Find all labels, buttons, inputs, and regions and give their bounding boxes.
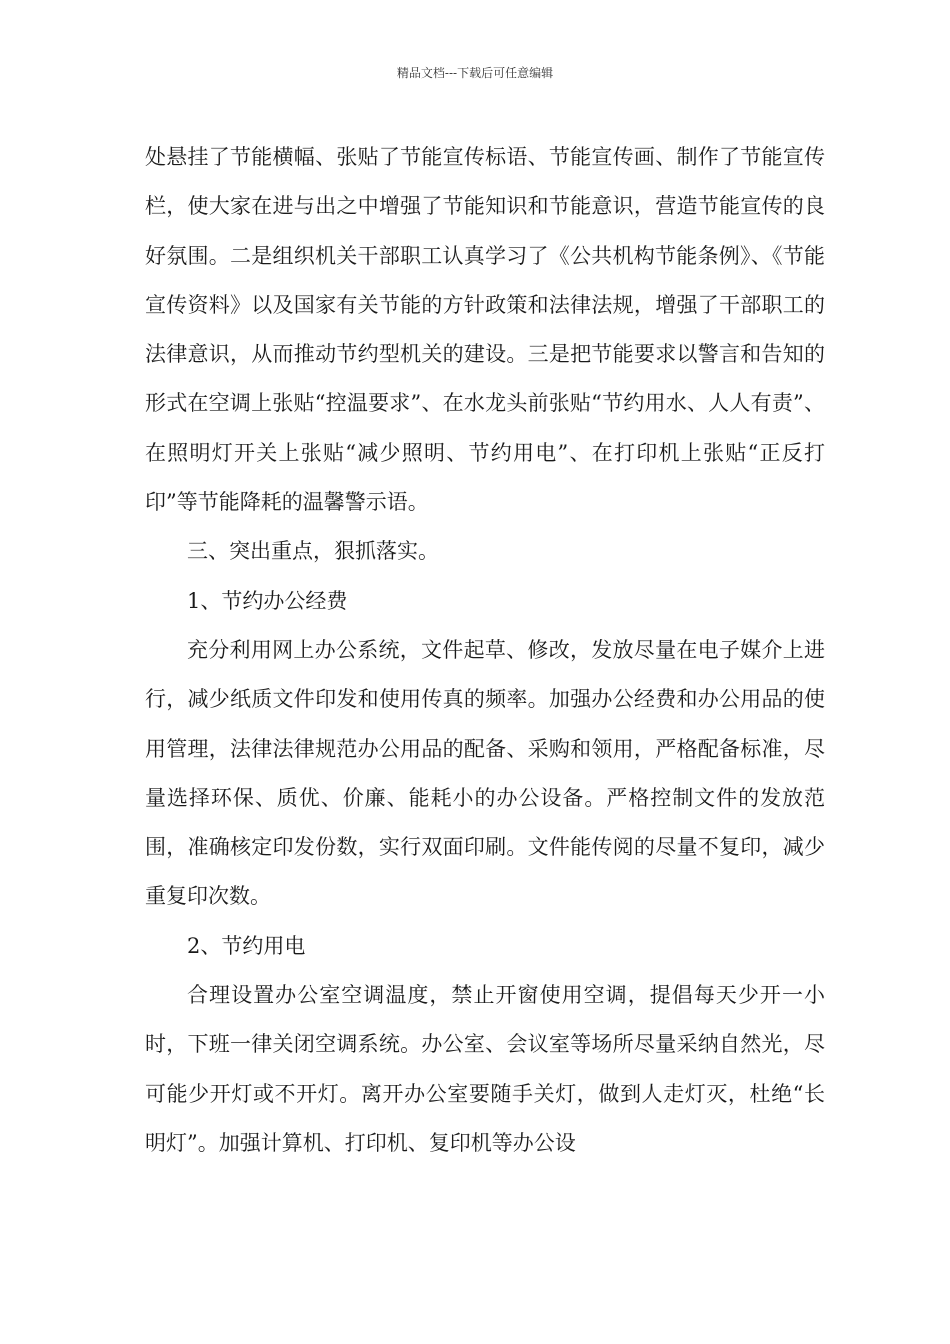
section-heading-3: 三、突出重点，狠抓落实。 <box>187 539 439 564</box>
subheading-2: 2、节约用电 <box>187 933 306 958</box>
paragraph-electricity: 合理设置办公室空调温度，禁止开窗使用空调，提倡每天少开一小时，下班一律关闭空调系统。办公室、会议室等场所尽量采纳自然光，尽可能少开灯或不开灯。离开办公室要随手关灯，做到人走灯灭，杜绝“长明灯”。加强计算机、打印机、复印机等办公设 <box>145 983 825 1155</box>
page-header: 精品文档---下载后可任意编辑 <box>396 66 554 80</box>
paragraph-office-expenses: 充分利用网上办公系统，文件起草、修改，发放尽量在电子媒介上进行，减少纸质文件印发和使用传真的频率。加强办公经费和办公用品的使用管理，法律法律规范办公用品的配备、采购和领用，严格配备标准，尽量选择环保、质优、价廉、能耗小的办公设备。严格控制文件的发放范围，准确核定印发份数，实行双面印刷。文件能传阅的尽量不复印，减少重复印次数。 <box>145 637 825 909</box>
document-body <box>145 133 825 1168</box>
subheading-1: 1、节约办公经费 <box>187 588 348 613</box>
paragraph-continued: 处悬挂了节能横幅、张贴了节能宣传标语、节能宣传画、制作了节能宣传栏，使大家在进与出之中增强了节能知识和节能意识，营造节能宣传的良好氛围。二是组织机关干部职工认真学习了《公共机构节能条例》、《节能宣传资料》以及国家有关节能的方针政策和法律法规，增强了干部职工的法律意识，从而推动节约型机关的建设。三是把节能要求以警言和告知的形式在空调上张贴“控温要求”、在水龙头前张贴“节约用水、人人有责”、在照明灯开关上张贴“减少照明、节约用电”、在打印机上张贴“正反打印”等节能降耗的温馨警示语。 <box>145 145 825 515</box>
